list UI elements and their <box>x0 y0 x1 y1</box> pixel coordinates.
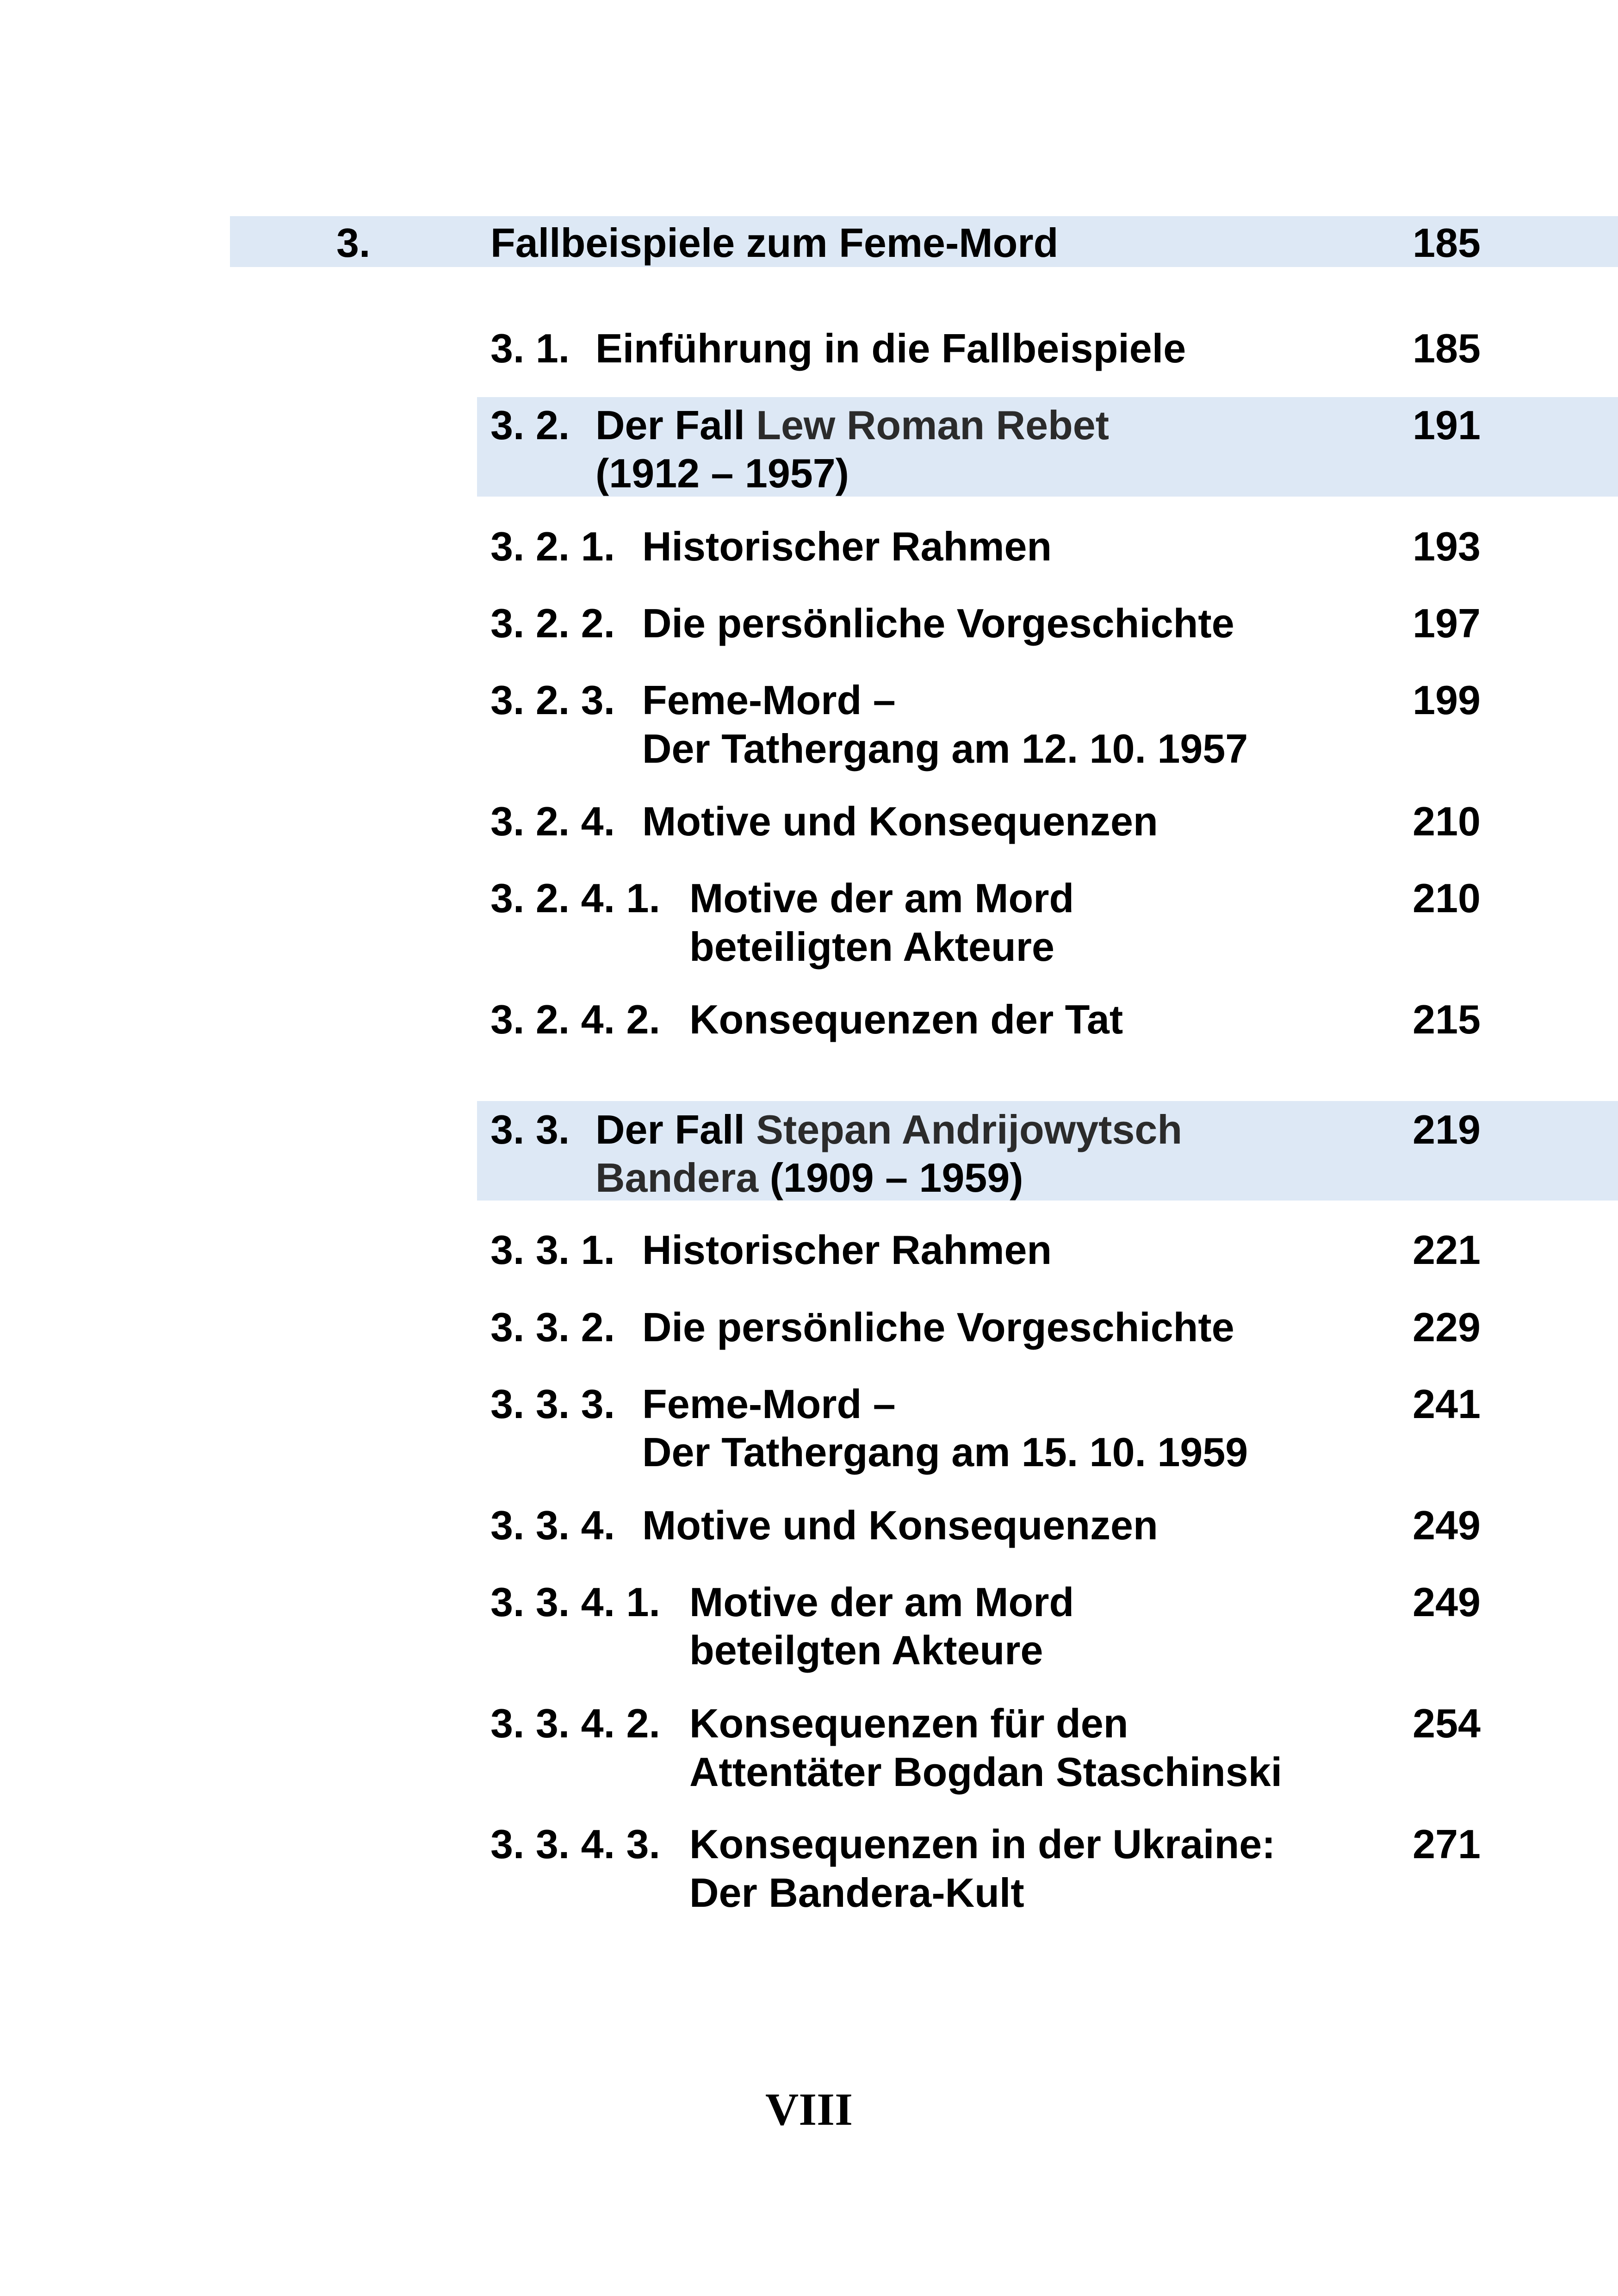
toc-number: 3. 3. <box>490 1107 570 1152</box>
toc-number: 3. 2. 4. 1. <box>490 875 660 921</box>
toc-title: Konsequenzen der Tat <box>689 996 1123 1042</box>
toc-number: 3. 3. 4. 3. <box>490 1821 660 1867</box>
toc-page-number: 241 <box>1413 1381 1481 1427</box>
toc-title: Motive und Konsequenzen <box>642 798 1158 844</box>
toc-title: Einführung in die Fallbeispiele <box>595 325 1186 371</box>
toc-title: Die persönliche Vorgeschichte <box>642 1304 1234 1350</box>
toc-title: Historischer Rahmen <box>642 523 1052 569</box>
toc-page-number: 210 <box>1413 798 1481 844</box>
toc-title: Feme-Mord – <box>642 1381 896 1427</box>
toc-title-line2: Der Bandera-Kult <box>689 1870 1024 1916</box>
toc-number: 3. <box>336 220 371 266</box>
toc-number: 3. 3. 4. 2. <box>490 1700 660 1746</box>
toc-page-number: 197 <box>1413 600 1481 646</box>
toc-number: 3. 2. 4. 2. <box>490 996 660 1042</box>
person-name: Stepan Andrijowytsch <box>756 1107 1183 1152</box>
toc-page-number: 249 <box>1413 1579 1481 1625</box>
toc-title: Konsequenzen in der Ukraine: <box>689 1821 1276 1867</box>
person-name: Bandera <box>595 1155 759 1201</box>
toc-title-part: (1909 – 1959) <box>758 1155 1023 1201</box>
toc-title: Motive und Konsequenzen <box>642 1502 1158 1548</box>
toc-page-number: 229 <box>1413 1304 1481 1350</box>
toc-title: Die persönliche Vorgeschichte <box>642 600 1234 646</box>
toc-title-line2: Attentäter Bogdan Staschinski <box>689 1749 1283 1795</box>
toc-page-number: 254 <box>1413 1700 1481 1746</box>
toc-page-number: 221 <box>1413 1227 1481 1273</box>
toc-number: 3. 3. 4. 1. <box>490 1579 660 1625</box>
toc-title-part: Der Fall <box>595 1107 756 1152</box>
toc-title: Historischer Rahmen <box>642 1227 1052 1273</box>
toc-title: Konsequenzen für den <box>689 1700 1128 1746</box>
toc-page-number: 249 <box>1413 1502 1481 1548</box>
toc-title <box>595 401 1109 450</box>
toc-title-line2: (1912 – 1957) <box>595 450 849 496</box>
toc-page-number: 185 <box>1413 325 1481 371</box>
toc-page-number: 215 <box>1413 996 1481 1042</box>
person-name: Lew Roman Rebet <box>756 402 1110 448</box>
toc-page-number: 219 <box>1413 1107 1481 1152</box>
toc-page-number: 185 <box>1413 220 1481 266</box>
toc-page-number: 193 <box>1413 523 1481 569</box>
toc-number: 3. 2. 1. <box>490 523 615 569</box>
toc-title <box>595 1105 1182 1154</box>
toc-title: Fallbeispiele zum Feme-Mord <box>490 220 1059 266</box>
toc-number: 3. 2. 3. <box>490 677 615 723</box>
toc-number: 3. 2. 2. <box>490 600 615 646</box>
toc-number: 3. 3. 2. <box>490 1304 615 1350</box>
toc-page-number: 191 <box>1413 402 1481 448</box>
toc-title-line2 <box>595 1153 1023 1202</box>
toc-title: Motive der am Mord <box>689 1579 1074 1625</box>
toc-title-line2: beteilgten Akteure <box>689 1627 1043 1673</box>
toc-page-number: 210 <box>1413 875 1481 921</box>
toc-title-line2: Der Tathergang am 12. 10. 1957 <box>642 726 1248 772</box>
toc-number: 3. 3. 3. <box>490 1381 615 1427</box>
toc-number: 3. 3. 1. <box>490 1227 615 1273</box>
toc-number: 3. 3. 4. <box>490 1502 615 1548</box>
toc-page-number: 199 <box>1413 677 1481 723</box>
toc-title: Motive der am Mord <box>689 875 1074 921</box>
page-folio: VIII <box>765 2084 853 2135</box>
toc-title-line2: beteiligten Akteure <box>689 924 1054 970</box>
toc-title-line2: Der Tathergang am 15. 10. 1959 <box>642 1429 1248 1475</box>
toc-title: Feme-Mord – <box>642 677 896 723</box>
toc-number: 3. 1. <box>490 325 570 371</box>
toc-page-number: 271 <box>1413 1821 1481 1867</box>
toc-number: 3. 2. 4. <box>490 798 615 844</box>
toc-number: 3. 2. <box>490 402 570 448</box>
toc-title-part: Der Fall <box>595 402 756 448</box>
